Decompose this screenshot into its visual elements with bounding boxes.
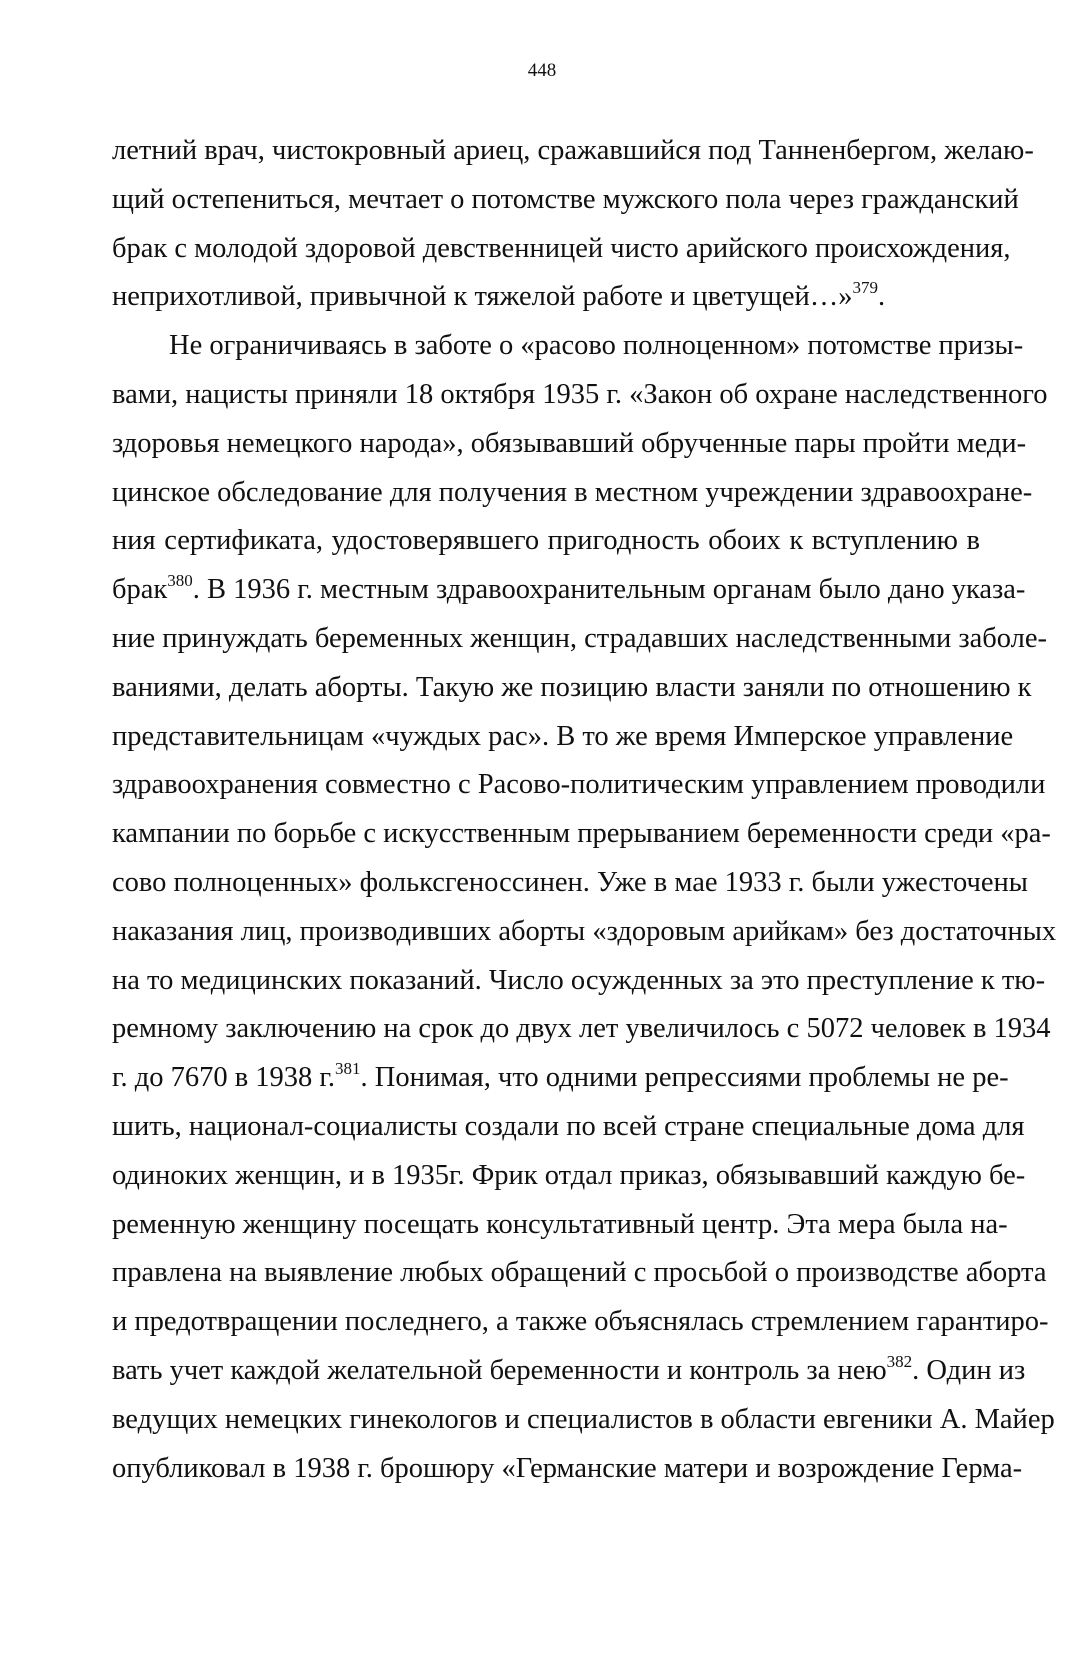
text-line	[112, 1396, 1055, 1445]
line-text: брак	[112, 574, 168, 606]
text-line	[112, 517, 980, 566]
text-line	[112, 859, 1028, 908]
text-line	[112, 1103, 1025, 1152]
line-text: летний врач, чистокровный ариец, сражавшийся под Танненбергом, желаю-	[112, 135, 1034, 166]
text-line	[112, 761, 1046, 810]
line-text: Не ограничиваясь в заботе о «расово полноценном» потомстве призы-	[169, 330, 1024, 362]
footnote-ref: 379	[852, 278, 878, 298]
line-text: шить, национал-социалисты создали по всей стране специальные дома для	[112, 1110, 1025, 1142]
line-text: брак с молодой здоровой девственницей чисто арийского происхождения,	[112, 232, 1011, 264]
footnote-ref: 381	[335, 1059, 361, 1079]
body-text	[112, 127, 1057, 1493]
line-text: ния сертификата, удостоверявшего пригодность обоих к вступлению в	[112, 525, 980, 557]
line-text: цинское обследование для получения в местном учреждении здравоохране-	[112, 476, 1033, 508]
line-text: ремному заключению на срок до двух лет увеличилось с 5072 человек в 1934	[112, 1013, 1051, 1045]
line-text-continued: . В 1936 г. местным здравоохранительным органам было дано указа-	[192, 574, 1026, 606]
page-number: 448	[527, 60, 557, 81]
text-line	[112, 371, 1048, 420]
line-text: ваниями, делать аборты. Такую же позицию власти заняли по отношению к	[112, 671, 1032, 703]
line-text-continued: . Понимая, что одними репрессиями проблемы не ре-	[360, 1062, 1009, 1094]
text-line	[112, 322, 1024, 371]
line-text: правлена на выявление любых обращений с просьбой о производстве аборта	[112, 1257, 1047, 1289]
text-line	[112, 469, 1033, 518]
text-line	[112, 810, 1051, 859]
line-text: щий остепениться, мечтает о потомстве мужского пола через гражданский	[112, 183, 1019, 215]
text-line	[112, 957, 1046, 1006]
line-text: ведущих немецких гинекологов и специалистов в области евгеники А. Майер	[112, 1403, 1055, 1435]
text-line	[112, 1005, 1051, 1054]
line-text: г. до 7670 в 1938 г.	[112, 1062, 336, 1094]
line-text: на то медицинских показаний. Число осужденных за это преступление к тю-	[112, 964, 1046, 996]
text-line	[112, 127, 1034, 176]
line-text: здравоохранения совместно с Расово-политическим управлением проводили	[112, 769, 1046, 801]
paragraph	[112, 127, 1034, 322]
line-text: представительницам «чуждых рас». В то же время Имперское управление	[112, 720, 1014, 752]
text-line	[112, 1445, 1023, 1494]
line-text: одиноких женщин, и в 1935г. Фрик отдал приказ, обязывавший каждую бе-	[112, 1159, 1026, 1191]
line-text: неприхотливой, привычной к тяжелой работе и цветущей…»	[112, 281, 853, 313]
line-text: здоровья немецкого народа», обязывавший обрученные пары пройти меди-	[112, 427, 1027, 459]
text-line	[112, 566, 1026, 615]
text-line	[112, 1054, 1009, 1103]
text-line	[112, 1152, 1026, 1201]
line-text-continued: . Один из	[912, 1354, 1026, 1386]
text-line	[112, 273, 980, 322]
footnote-ref: 382	[886, 1351, 913, 1371]
text-line	[112, 908, 1057, 957]
line-text: и предотвращении последнего, а также объяснялась стремлением гарантиро-	[112, 1306, 1049, 1338]
text-line	[112, 1201, 1008, 1250]
text-line	[112, 615, 1047, 664]
line-text: наказания лиц, производивших аборты «здоровым арийкам» без достаточных	[112, 915, 1057, 947]
footnote-ref: 380	[167, 571, 193, 591]
line-text: сово полноценных» фольксгеноссинен. Уже в мае 1933 г. были ужесточены	[112, 866, 1028, 898]
line-text: ременную женщину посещать консультативный центр. Эта мера была на-	[112, 1208, 1008, 1240]
text-line	[112, 1347, 1026, 1396]
paragraph	[112, 322, 1057, 1493]
line-text: кампании по борьбе с искусственным прерыванием беременности среди «ра-	[112, 818, 1051, 850]
text-line	[112, 1249, 1047, 1298]
text-line	[112, 713, 1014, 762]
text-line	[112, 225, 1011, 274]
text-line	[112, 1298, 1049, 1347]
line-text-continued: .	[877, 281, 886, 313]
line-text: ние принуждать беременных женщин, страдавших наследственными заболе-	[112, 622, 1047, 654]
line-text: опубликовал в 1938 г. брошюру «Германские матери и возрождение Герма-	[112, 1452, 1023, 1484]
text-line	[112, 420, 1027, 469]
text-line	[112, 664, 1032, 713]
line-text: вать учет каждой желательной беременности и контроль за нею	[112, 1354, 887, 1386]
text-line	[112, 176, 1019, 225]
line-text: вами, нацисты приняли 18 октября 1935 г. «Закон об охране наследственного	[112, 378, 1048, 410]
